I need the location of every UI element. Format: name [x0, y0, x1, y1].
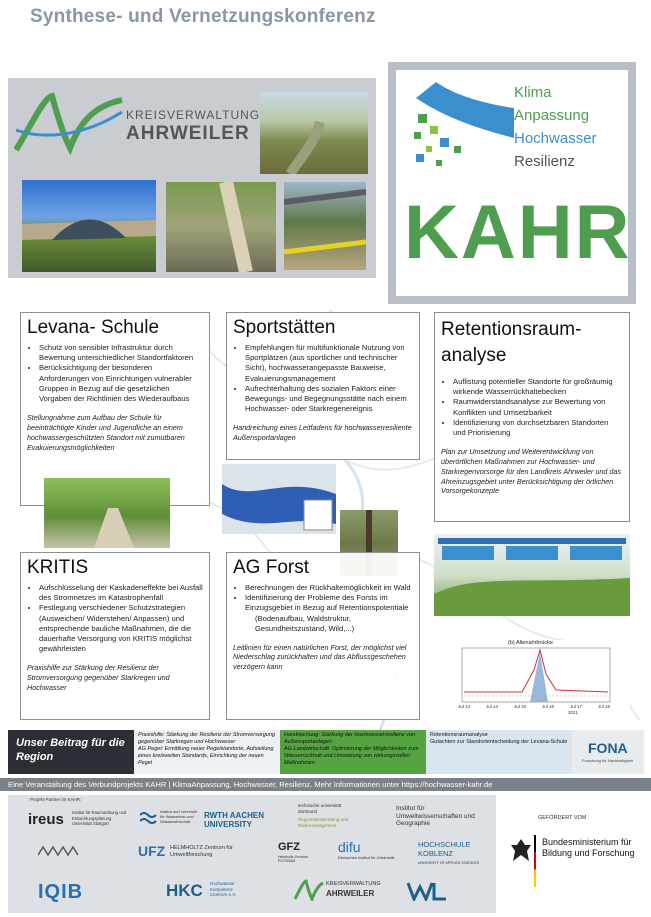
photo-pipeline [284, 182, 366, 270]
partners-label: Projekt-Partner im KAHR: [30, 797, 82, 802]
rer-logo: Regionalentwicklung und Risikomanagement [298, 817, 349, 828]
strip-heading: Unser Beitrag für die Region [8, 730, 134, 774]
retention-note: Plan zur Umsetzung und Weiterentwicklung von überörtlichen Maßnahmen zur Hochwasser- und Starkregenvorsorge für den Landkreis Ahrweiler und das Ahreinzugsgebiet unter Berücksichtigung der örtlichen Vorsorgekonzepte [441, 447, 621, 496]
wver-logo-icon [406, 881, 450, 901]
sport-title: Sportstätten [233, 317, 336, 338]
photo-river-bank [166, 182, 276, 272]
photo-riverbed [260, 92, 368, 174]
ireus-logo: ireus [28, 811, 64, 828]
hydrograph-chart [442, 640, 630, 716]
hydrograph-year: 2021 [568, 710, 579, 715]
levana-note: Stellungnahme zum Aufbau der Schule für beeinträchtigte Kinder und Jugendliche an einem hochwassergeschützten Standort mit zumutbaren Evakuierungsmöglichkeiten [27, 413, 185, 452]
kreisverwaltung-small-icon [294, 879, 324, 901]
iww-wave-icon [140, 811, 158, 825]
box-levana [20, 312, 210, 506]
forst-bullet: • Identifizierung der Probleme des Forsts im Einzugsgebiet in Bezug auf Retentionspotentiale [245, 593, 413, 613]
gfz-logo: GFZ [278, 841, 300, 853]
kreisverwaltung-line2: AHRWEILER [126, 123, 250, 144]
photo-stone-bridge [22, 180, 156, 272]
sport-note: Handreichung eines Leitfadens für hochwasserresiliente Außensportanlagen [233, 423, 412, 443]
bmbf-label: GEFÖRDERT VOM [538, 815, 587, 821]
levana-title: Levana- Schule [27, 317, 160, 338]
sport-bullet: • Empfehlungen für multifunktionale Nutzung von Sportplätzen (aus sportlicher und technischer Sicht), hochwasserangepasste Bauweise, Evakuierungsmanagement [245, 343, 413, 384]
hydrograph-tick: Jul 14 [486, 704, 499, 709]
strip-cell-light: Retentionsraumanalyse Gutachten zur Standortentscheidung der Levana-Schule [426, 730, 572, 774]
iww-sub: Institut und Lehrstuhl für Wasserbau und Wasserwirtschaft [160, 809, 198, 824]
gfz-sub: Helmholtz-Zentrum POTSDAM [278, 855, 308, 863]
hydrograph-tick: Jul 15 [514, 704, 527, 709]
box-kritis [20, 552, 210, 720]
kritis-title: KRITIS [27, 557, 89, 578]
kreisverwaltung-small-line1: KREISVERWALTUNG [326, 881, 381, 887]
kahr-logo [396, 70, 632, 296]
hydrograph-label: (b) Altenahrbrücke [508, 640, 553, 646]
kahr-word-hochwasser: Hochwasser [514, 130, 597, 147]
hydrograph-tick: Jul 13 [458, 704, 471, 709]
retention-infographic [434, 534, 630, 616]
bmbf-panel [496, 795, 644, 913]
retention-bullet: • Auflistung potentieller Standorte für großräumig wirkende Wasserrückhaltebecken [453, 377, 623, 397]
iqib-logo: IQIB [38, 881, 84, 903]
kahr-word-resilienz: Resilienz [514, 153, 575, 170]
forst-sub: (Bodenaufbau, Waldstruktur, Gesundheitszustand, Wild,...) [255, 613, 355, 633]
kahr-word-klima: Klima [514, 84, 552, 101]
forst-bullet: • Berechnungen der Rückhaltemöglichkeit im Wald [245, 583, 413, 593]
hs-koblenz-sub: UNIVERSITY OF APPLIED SCIENCES [418, 861, 480, 865]
box-retention [434, 312, 630, 522]
kritis-bullet: • Aufschlüsselung der Kaskadeneffekte bei Ausfall des Stromnetzes im Katastrophenfall [39, 583, 203, 603]
kritis-note: Praxishilfe zur Stärkung der Resilienz der Stromversorgung gegenüber Starkregen und Hochwasser [27, 663, 170, 693]
kreisverwaltung-logo [14, 90, 261, 160]
box-sport [226, 312, 420, 460]
kreisverwaltung-line1: KREISVERWALTUNG [126, 108, 261, 122]
hs-koblenz-logo: HOCHSCHULE KOBLENZ [418, 840, 471, 858]
difu-logo: difu [338, 839, 361, 855]
kritis-bullet: • Festlegung verschiedener Schutzstrategien (Ausweichen/ Widerstehen/ Anpassen) und entsprechende bauliche Maßnahmen, die die dauerhafte Versorgung von KRITIS möglichst gewährleisten [39, 603, 203, 654]
kahr-word-anpassung: Anpassung [514, 107, 590, 124]
partner-wave-icon [38, 845, 84, 859]
fona-logo: FONA [588, 740, 628, 756]
levana-bullet: • Schutz von sensibler Infrastruktur durch Bewertung unterschiedlicher Standortfaktoren [39, 343, 203, 363]
eagle-icon [510, 837, 532, 865]
beitrag-strip [8, 730, 644, 774]
flag-bar [534, 835, 536, 887]
iuw-logo: Institut für Umweltwissenschaften und Geographie [396, 805, 475, 827]
map-flood-sportplatz [222, 464, 336, 534]
kahr-wave-icon [406, 78, 516, 178]
kreisverwaltung-emblem-icon [14, 90, 124, 156]
forst-title: AG Forst [233, 557, 310, 578]
retention-bullet: • Identifizierung von durchsetzbaren Standorten und Priorisierung [453, 418, 623, 438]
levana-bullet: • Berücksichtigung der besonderen Anforderungen von Einrichtungen vulnerabler Gruppen in Bezug auf die gesetzlichen Vorgaben der Richtlinien des Wiederaufbaus [39, 363, 203, 404]
ireus-sub: Institut für Raumordnung und Entwicklungsplanung Universität Stuttgart [72, 810, 127, 826]
ufz-sub: HELMHOLTZ Zentrum für Umweltforschung [170, 845, 233, 858]
hydrograph-tick: Jul 18 [598, 704, 611, 709]
footer-info: Eine Veranstaltung des Verbundprojekts KAHR | KlimaAnpassung, Hochwasser, Resilienz. Mehr Informationen unter https://hochwasser-kahr.de [0, 778, 651, 791]
kahr-big-text: KAHR [404, 190, 632, 275]
strip-cell-blue: Praxishilfe: Stärkung der Resilienz der Stromversorgung gegenüber Starkregen und Hochwasser AG Pegel: Ermittlung neuer Pegelstandorte, Aufstellung eines kreisweiten Standards, Einrichtung der neuen Pegel [134, 730, 280, 774]
hydrograph-tick: Jul 17 [570, 704, 583, 709]
photo-school-path [44, 478, 170, 548]
strip-cell-green: Handreichung: Stärkung der Hochwasserresilienz von Außensportanlagen AG Landwirtschaft: Optimierung der Möglichkeiten zum Wasserrückhalt und Umsetzung von wirkungsvollen Maßnahmen [280, 730, 426, 774]
sport-bullet: • Aufrechterhaltung des sozialen Faktors einer Bewegungs- und Begegnungsstätte nach einem Hochwasser- oder Starkregenereignis [245, 384, 413, 415]
kreisverwaltung-small-line2: AHRWEILER [326, 889, 375, 898]
hkc-sub: Hochwasser Kompetenz Centrum e.V. [210, 881, 237, 897]
ufz-logo: UFZ [138, 843, 166, 859]
rwth-logo: RWTH AACHEN UNIVERSITY [204, 811, 264, 829]
fona-sub: Forschung für Nachhaltigkeit [582, 758, 633, 763]
hydrograph-tick: Jul 16 [542, 704, 555, 709]
difu-sub: Deutsches Institut für Urbanistik [338, 855, 395, 860]
hkc-logo: HKC [166, 881, 203, 900]
retention-title: Retentionsraum-analyse [441, 319, 582, 366]
box-forst [226, 552, 420, 720]
tu-dortmund: technische universität dortmund [298, 803, 342, 814]
forst-note: Leitlinien für einen natürlichen Forst, der möglichst viel Niederschlag zurückhalten und das Abflussgeschehen verzögern kann [233, 642, 407, 672]
page-title: Synthese- und Vernetzungskonferenz [30, 6, 376, 27]
retention-bullet: • Raumwiderstandsanalyse zur Bewertung von Konflikten und Umsetzbarkeit [453, 397, 623, 417]
bmbf-logo: Bundesministerium für Bildung und Forschung [542, 837, 635, 858]
